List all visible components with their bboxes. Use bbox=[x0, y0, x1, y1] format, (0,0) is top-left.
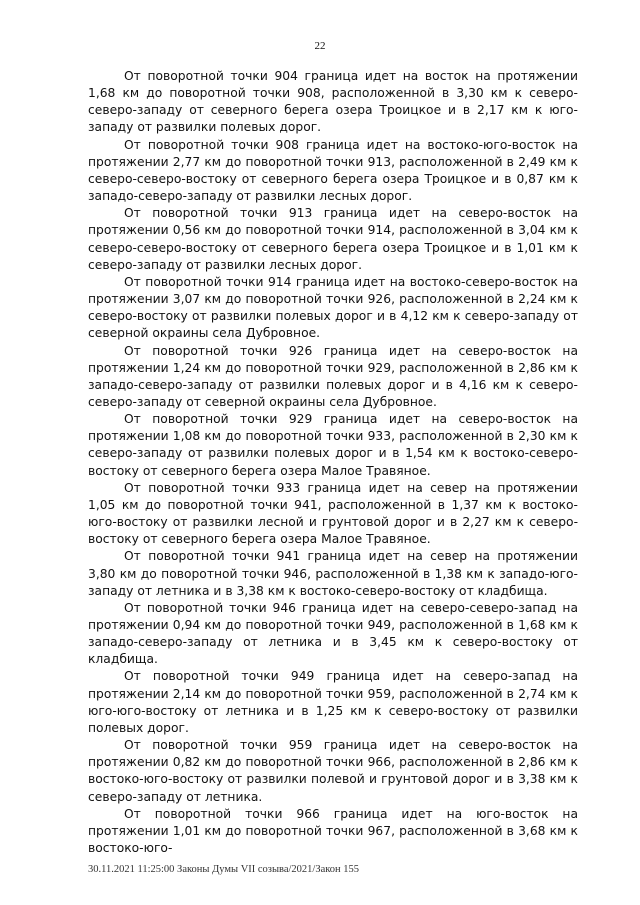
paragraph: От поворотной точки 966 граница идет на юго-восток на протяжении 1,01 км до поворотной точки 967, расположенной в 3,68 км к востоко-юго- bbox=[88, 806, 578, 856]
paragraph: От поворотной точки 913 граница идет на северо-восток на протяжении 0,56 км до поворотной точки 914, расположенной в 3,04 км к северо-северо-востоку от северного берега озера Троицкое и в 1,01 км к северо-западу от развилки лесных дорог. bbox=[88, 206, 578, 272]
page-number: 22 bbox=[314, 40, 326, 52]
paragraph: От поворотной точки 914 граница идет на востоко-северо-восток на протяжении 3,07 км до поворотной точки 926, расположенной в 2,24 км к северо-востоку от развилки полевых дорог и в 4,12 км к северо-западу от северной окраины села Дубровное. bbox=[88, 274, 578, 341]
paragraph: От поворотной точки 926 граница идет на северо-восток на протяжении 1,24 км до поворотной точки 929, расположенной в 2,86 км к западо-северо-западу от развилки полевых дорог и в 4,16 км к северо-северо-западу от северной окраины села Дубровное. bbox=[88, 343, 578, 409]
paragraph: От поворотной точки 904 граница идет на восток на протяжении 1,68 км до поворотной точки 908, расположенной в 3,30 км к северо-северо-западу от северного берега озера Троицкое и в 2,17 км к юго-западу от развилки полевых дорог. bbox=[88, 69, 578, 135]
paragraph: От поворотной точки 933 граница идет на север на протяжении 1,05 км до поворотной точки 941, расположенной в 1,37 км к востоко-юго-востоку от развилки лесной и грунтовой дорог и в 2,27 км к северо-востоку от северного берега озера Малое Травяное. bbox=[88, 480, 578, 547]
paragraph: От поворотной точки 908 граница идет на востоко-юго-восток на протяжении 2,77 км до поворотной точки 913, расположенной в 2,49 км к северо-северо-востоку от северного берега озера Троицкое и в 0,87 км к западо-северо-западу от развилки лесных дорог. bbox=[88, 137, 578, 204]
document-body bbox=[88, 68, 578, 857]
paragraph: От поворотной точки 941 граница идет на север на протяжении 3,80 км до поворотной точки 946, расположенной в 1,38 км к западо-юго-западу от летника и в 3,38 км к востоко-северо-востоку от кладбища. bbox=[88, 549, 578, 598]
paragraph: От поворотной точки 929 граница идет на северо-восток на протяжении 1,08 км до поворотной точки 933, расположенной в 2,30 км к северо-западу от развилки полевых дорог и в 1,54 км к востоко-северо-востоку от северного берега озера Малое Травяное. bbox=[88, 412, 578, 478]
paragraph: От поворотной точки 946 граница идет на северо-северо-запад на протяжении 0,94 км до поворотной точки 949, расположенной в 1,68 км к западо-северо-западу от летника и в 3,45 км к северо-востоку от кладбища. bbox=[88, 600, 578, 667]
document-footer: 30.11.2021 11:25:00 Законы Думы VII созыва/2021/Закон 155 bbox=[88, 864, 360, 875]
paragraph: От поворотной точки 949 граница идет на северо-запад на протяжении 2,14 км до поворотной точки 959, расположенной в 2,74 км к юго-юго-востоку от летника и в 1,25 км к северо-востоку от развилки полевых дорог. bbox=[88, 669, 578, 735]
paragraph: От поворотной точки 959 граница идет на северо-восток на протяжении 0,82 км до поворотной точки 966, расположенной в 2,86 км к востоко-юго-востоку от развилки полевой и грунтовой дорог и в 3,38 км к северо-западу от летника. bbox=[88, 738, 578, 804]
